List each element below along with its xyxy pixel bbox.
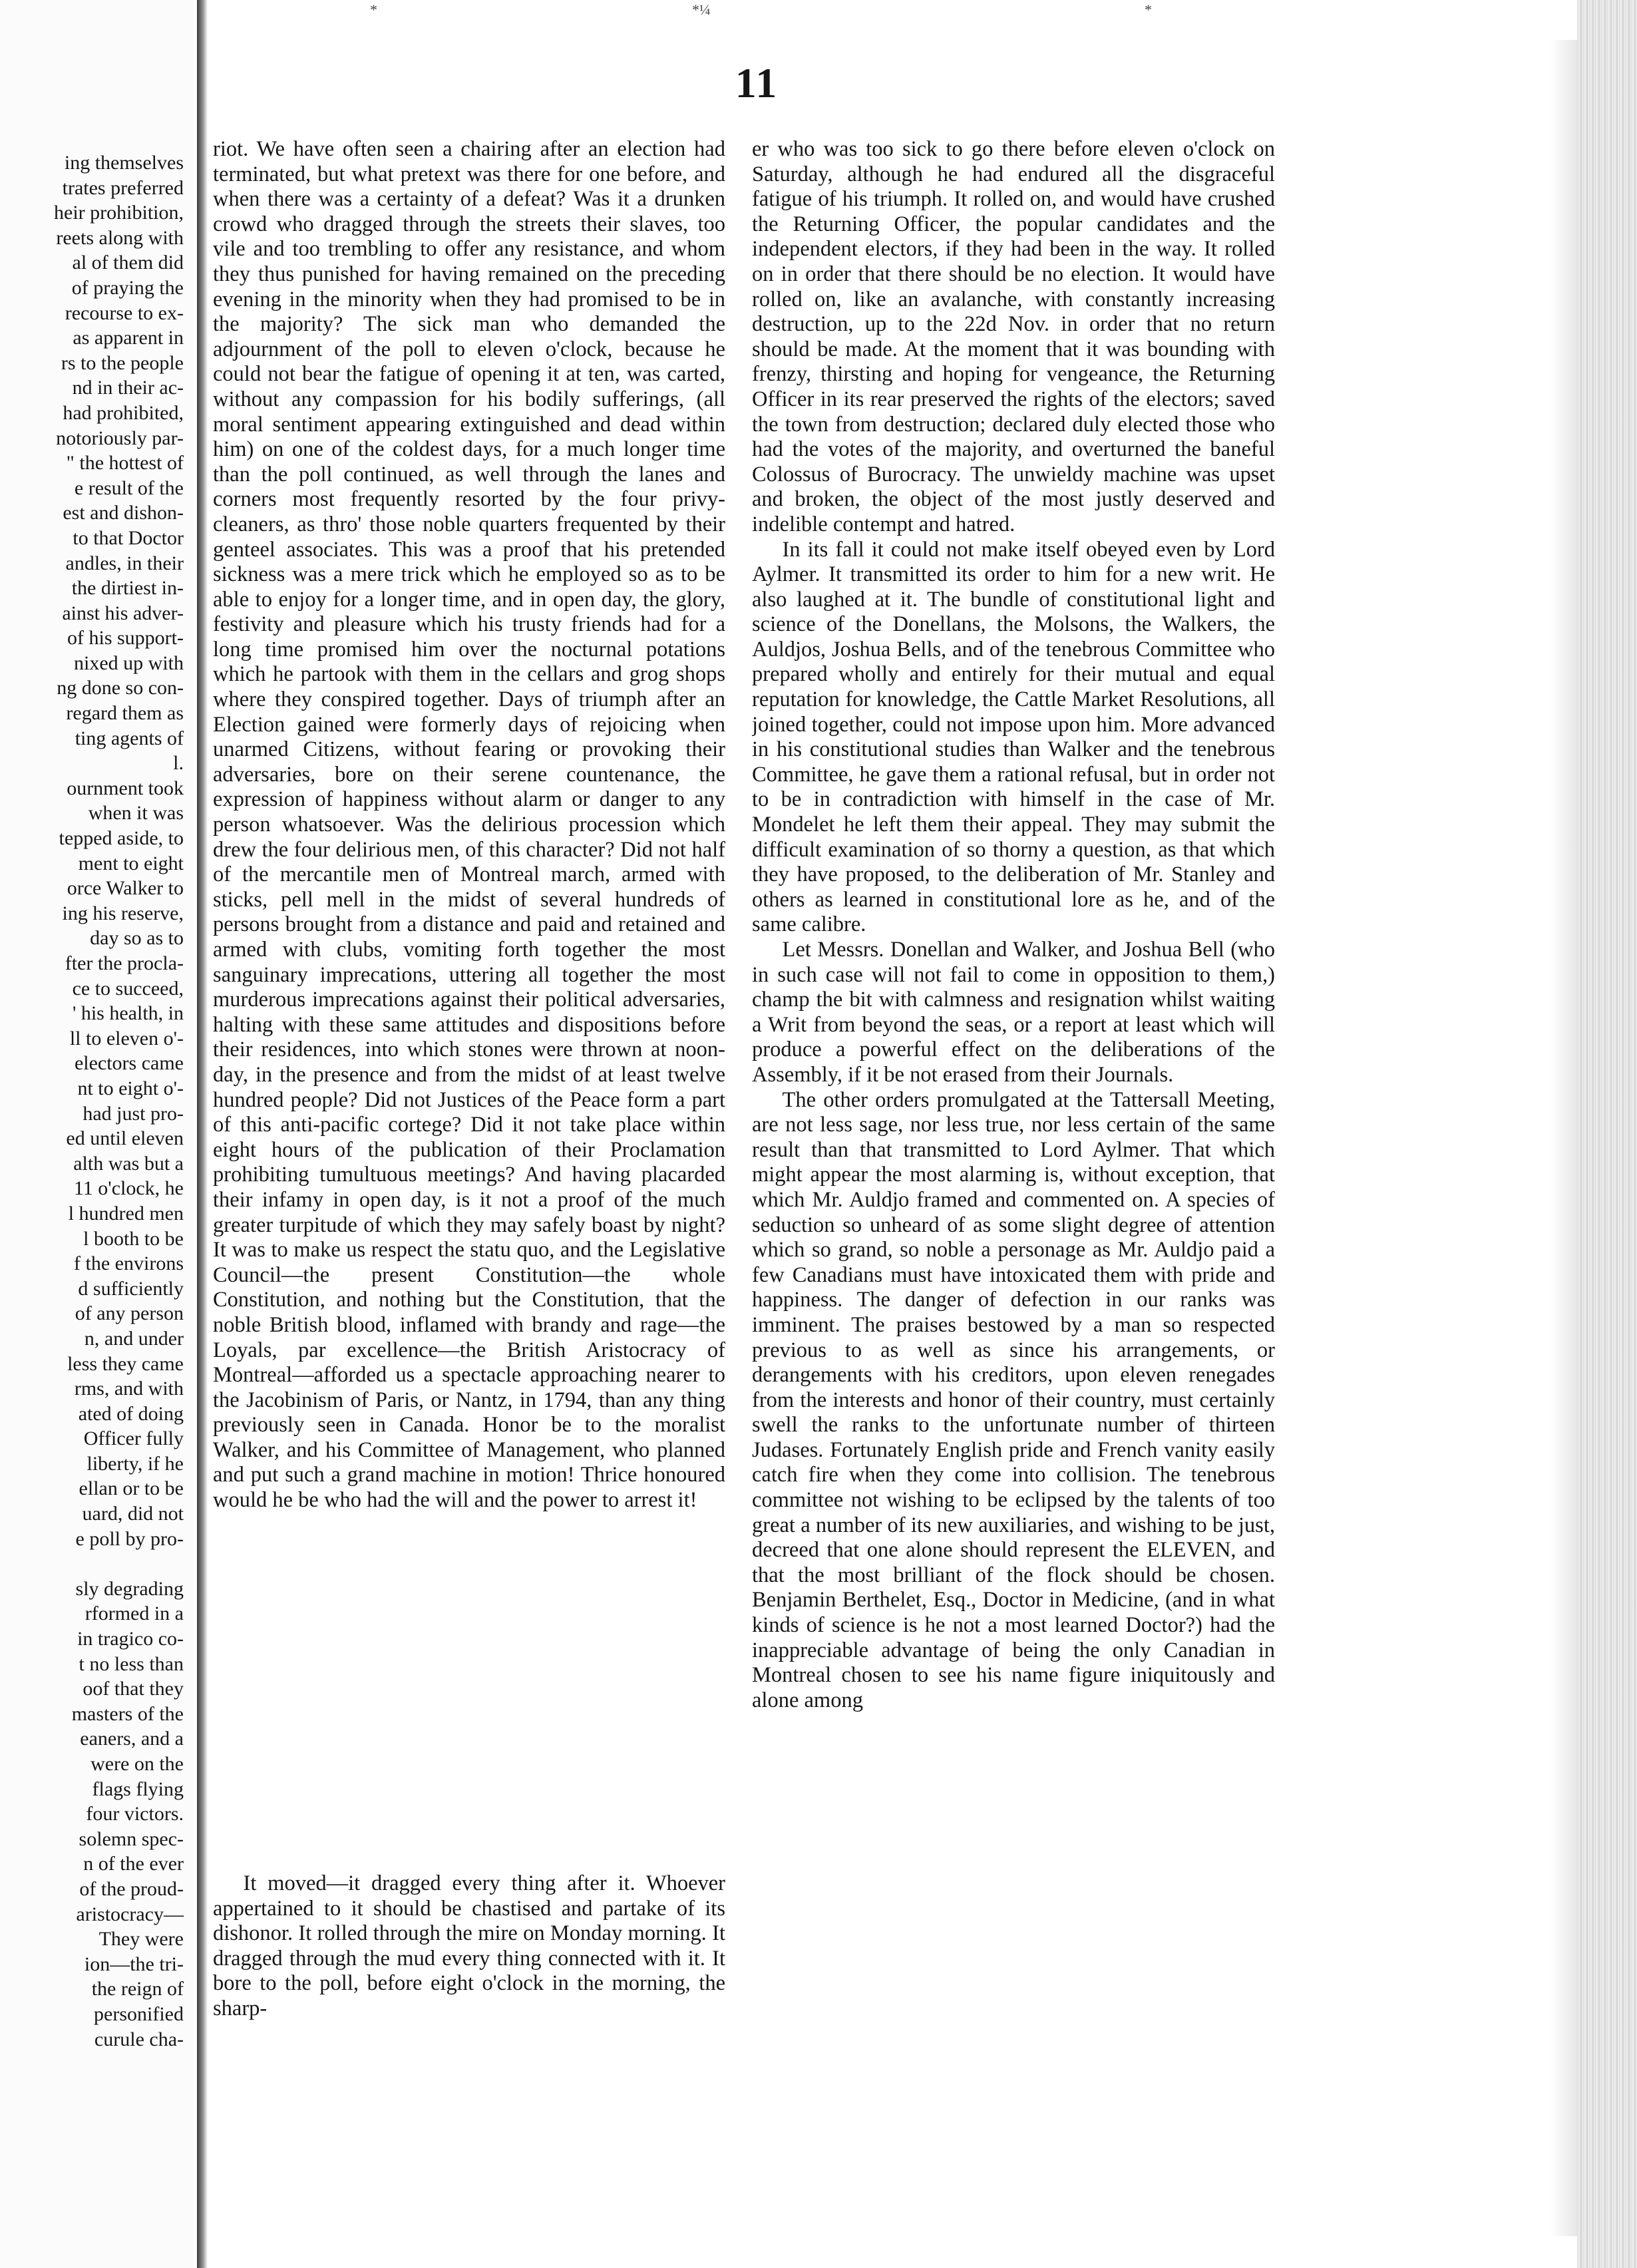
previous-page-line: liberty, if he (87, 1452, 184, 1475)
previous-page-line: flags flying (92, 1778, 184, 1800)
previous-page-line: of the proud- (79, 1877, 184, 1900)
previous-page-line (0, 1551, 184, 1577)
previous-page-line: fter the procla- (65, 952, 184, 974)
previous-page-line: solemn spec- (79, 1827, 184, 1850)
page-fold-shadow (197, 0, 208, 2268)
previous-page-line: sly degrading (75, 1577, 184, 1600)
body-paragraph: The other orders promulgated at the Tattersall Meeting, are not less sage, nor less true, nor less certain of the same result than that transmitted to Lord Aylmer. That which might appear the most alarming is, without exception, that which Mr. Auldjo framed and commented on. A species of seduction so unheard of as some slight degree of attention which so grand, so noble a personage as Mr. Auldjo paid a few Canadians must have intoxicated them with pride and happiness. The danger of defection in our ranks was imminent. The praises bestowed by a man so respected previous to as well as since his arrangements, or derangements with his creditors, upon eleven renegades from the interests and honor of their country, must certainly swell the ranks to the unfortunate number of thirteen Judases. Fortunately English pride and French vanity easily catch fire when they come into collision. The tenebrous committee not wishing to be eclipsed by the talents of too great a number of its new auxiliaries, and wishing to be just, decreed that one alone should represent the ELEVEN, and that the most brilliant of the flock should be chosen. Benjamin Berthelet, Esq., Doctor in Medicine, (and in what kinds of science is he not a most learned Doctor?) had the inappreciable advantage of being the only Canadian in Montreal chosen to see his name figure iniquitously and alone among (752, 1087, 1275, 1712)
previous-page-line: t no less than (79, 1652, 184, 1675)
previous-page-line: reets along with (56, 226, 184, 249)
previous-page-line: ing themselves (64, 152, 184, 174)
previous-page-line: ll to eleven o'- (69, 1027, 184, 1049)
previous-page-line: l hundred men (68, 1202, 184, 1225)
previous-page-line: personified (94, 2002, 184, 2025)
previous-page-line: to that Doctor (73, 526, 184, 549)
previous-page-line: They were (98, 1928, 184, 1951)
previous-page-line: heir prohibition, (54, 202, 184, 224)
previous-page-line: ing his reserve, (62, 902, 184, 924)
text-column-left-tail (213, 1871, 725, 2111)
previous-page-line: rms, and with (74, 1378, 184, 1400)
previous-page-line: rformed in a (85, 1603, 184, 1625)
previous-page-line: tepped aside, to (59, 827, 184, 850)
previous-page-line: when it was (88, 802, 184, 825)
previous-page-line: orce Walker to (67, 877, 184, 900)
top-mark: *¼ (692, 1, 711, 18)
previous-page-line: nd in their ac- (72, 377, 184, 399)
previous-page-line: eaners, and a (80, 1728, 184, 1750)
body-paragraph: In its fall it could not make itself obeyed even by Lord Aylmer. It transmitted its order to him for a new writ. He also laughed at it. The bundle of constitutional light and science of the Donellans, the Molsons, the Walkers, the Auldjos, Joshua Bells, and of the tenebrous Committee who prepared wholly and entirely for their mutual and equal reputation for knowledge, the Cattle Market Resolutions, all joined together, could not impose upon him. More advanced in his constitutional studies than Walker and the tenebrous Committee, he gave them a rational refusal, but in order not to be in contradiction with himself in the case of Mr. Mondelet he left them their appeal. They may submit the difficult examination of so thorny a question, as that which they have proposed, to the deliberation of Mr. Stanley and others as learned in constitutional lore as he, and of the same calibre. (752, 537, 1275, 937)
previous-page-line: e result of the (74, 476, 184, 499)
previous-page-line: less they came (67, 1352, 184, 1375)
previous-page-line: ated of doing (78, 1402, 184, 1425)
previous-page-edge (0, 0, 193, 2268)
previous-page-line: the reign of (91, 1978, 184, 2000)
previous-page-line: masters of the (71, 1702, 184, 1725)
previous-page-line: n, and under (84, 1327, 184, 1350)
text-column-right (752, 137, 1275, 2267)
previous-page-line: as apparent in (73, 327, 184, 349)
previous-page-line: andles, in their (65, 552, 184, 574)
previous-page-line: recourse to ex- (65, 301, 184, 324)
top-mark: * (370, 1, 377, 18)
previous-page-line: of any person (75, 1302, 184, 1325)
previous-page-line: ting agents of (75, 727, 184, 749)
previous-page-line: " the hottest of (66, 452, 184, 474)
previous-page-line: four victors. (86, 1803, 184, 1825)
previous-page-line: ed until eleven (66, 1127, 184, 1150)
previous-page-line: uard, did not (82, 1503, 184, 1525)
page-edge-shade (1550, 40, 1577, 2236)
body-paragraph: riot. We have often seen a chairing after an election had terminated, but what pretext was there for one before, and when there was a certainty of a defeat? Was it a drunken crowd who dragged through the streets their slaves, too vile and too trembling to offer any resistance, and whom they thus punished for having remained on the preceding evening in the minority when they had promised to be in the majority? The sick man who demanded the adjournment of the poll to eleven o'clock, because he could not bear the fatigue of opening it at ten, was carted, without any compassion for his bodily sufferings, (all moral sentiment appearing extinguished and dead within him) on one of the coldest days, for a much longer time than the poll continued, as well through the lanes and corners most frequently resorted by the four privy-cleaners, as thro' those noble quarters frequented by their genteel associates. This was a proof that his pretended sickness was a mere trick which he employed so as to be able to enjoy for a longer time, and in open day, the glory, festivity and pleasure which his trusty friends had for a long time promised him over the nocturnal potations which he partook with them in the cellars and grog shops where they conspired together. Days of triumph after an Election gained were formerly days of rejoicing when unarmed Citizens, without fearing or provoking their adversaries, bore on their serene countenance, the expression of happiness without alarm or danger to any person whatsoever. Was the delirious procession which drew the four delirious men, of this character? Did not half of the mercantile men of Montreal march, armed with sticks, pell mell in the midst of several hundreds of persons brought from a distance and paid and retained and armed with clubs, vomiting forth together the most sanguinary imprecations, uttering all together the most murderous imprecations against their political adversaries, halting with these same attitudes and dispositions before their residences, into which stones were thrown at noon-day, in the presence and from the midst of at least twelve hundred people? Did not Justices of the Peace form a part of this anti-pacific cortege? Did it not take place within eight hours of the publication of their Proclamation prohibiting tumultuous meetings? And having placarded their infamy in open day, is it not a proof of the much greater turpitude of which they may safely boast by night? It was to make us respect the statu quo, and the Legislative Council—the present Constitution—the whole Constitution, and nothing but the Constitution, that the noble British blood, inflamed with brandy and rage—the Loyals, par excellence—the British Aristocracy of Montreal—afforded us a spectacle approaching nearer to the Jacobinism of Paris, or Nantz, in 1794, than any thing previously seen in Canada. Honor be to the moralist Walker, and his Committee of Management, who planned and put such a grand machine in motion! Thrice honoured would he be who had the will and the power to arrest it! (213, 137, 725, 1513)
previous-page-line: nt to eight o'- (77, 1077, 184, 1099)
previous-page-line: l booth to be (83, 1227, 184, 1250)
previous-page-line: ce to succeed, (72, 977, 184, 1000)
previous-page-line: had prohibited, (63, 401, 184, 424)
previous-page-line: had just pro- (83, 1102, 184, 1125)
top-mark: * (1145, 1, 1152, 18)
book-page-edges (1577, 0, 1637, 2268)
text-column-left (213, 137, 725, 1841)
previous-page-line: in tragico co- (77, 1628, 184, 1650)
previous-page-line: of his support- (67, 627, 184, 650)
previous-page-line: n of the ever (83, 1853, 184, 1875)
previous-page-line: ion—the tri- (84, 1953, 184, 1975)
previous-page-line: nixed up with (74, 652, 184, 674)
previous-page-line: ournment took (67, 777, 184, 799)
previous-page-line: electors came (74, 1052, 184, 1075)
previous-page-line: of praying the (71, 276, 184, 299)
previous-page-line: ainst his adver- (62, 602, 184, 624)
previous-page-line: Officer fully (83, 1427, 184, 1450)
previous-page-line: d sufficiently (78, 1277, 184, 1300)
previous-page-line: ng done so con- (57, 677, 184, 699)
previous-page-line: ' his health, in (72, 1002, 184, 1025)
previous-page-line: e poll by pro- (75, 1527, 184, 1550)
previous-page-line: aristocracy— (76, 1903, 184, 1925)
previous-page-line: l. (173, 752, 184, 775)
body-paragraph: er who was too sick to go there before eleven o'clock on Saturday, although he had endured all the disgraceful fatigue of his triumph. It rolled on, and would have crushed the Returning Officer, the popular candidates and the independent electors, if they had been in the way. It rolled on in order that there should be no election. It would have rolled on, like an avalanche, with constantly increasing destruction, up to the 22d Nov. in order that no return should be made. At the moment that it was bounding with frenzy, thirsting and hoping for vengeance, the Returning Officer in its rear preserved the rights of the electors; saved the town from destruction; declared duly elected those who had the votes of the majority, and overturned the baneful Colossus of Burocracy. The unwieldy machine was upset and broken, the object of the most justly deserved and indelible contempt and hatred. (752, 137, 1275, 536)
previous-page-line: al of them did (72, 252, 184, 274)
page-number: 11 (735, 59, 779, 106)
previous-page-line: curule cha- (94, 2028, 184, 2050)
body-paragraph: Let Messrs. Donellan and Walker, and Joshua Bell (who in such case will not fail to come in opposition to them,) champ the bit with calmness and resignation whilst waiting a Writ from beyond the seas, or a report at least which will produce a powerful effect on the deliberations of the Assembly, if it be not erased from their Journals. (752, 938, 1275, 1087)
previous-page-line: were on the (91, 1753, 184, 1775)
previous-page-line: ment to eight (78, 852, 184, 874)
previous-page-line: notoriously par- (56, 427, 184, 449)
previous-page-line: 11 o'clock, he (73, 1177, 184, 1200)
previous-page-line: regard them as (66, 702, 184, 725)
previous-page-line: f the environs (74, 1252, 184, 1275)
previous-page-text (0, 150, 184, 2052)
body-paragraph: It moved—it dragged every thing after it. Whoever appertained to it should be chastised and partake of its dishonor. It rolled through the mire on Monday morning. It dragged through the mud every thing connected with it. It bore to the poll, before eight o'clock in the morning, the sharp- (213, 1871, 725, 2020)
previous-page-line: rs to the people (61, 351, 184, 374)
previous-page-line: alth was but a (73, 1152, 184, 1175)
previous-page-line: est and dishon- (63, 502, 184, 524)
previous-page-line: oof that they (83, 1678, 184, 1700)
previous-page-line: trates preferred (62, 176, 184, 199)
previous-page-line: day so as to (90, 927, 184, 950)
previous-page-line: ellan or to be (79, 1477, 184, 1500)
previous-page-line: the dirtiest in- (71, 577, 184, 600)
